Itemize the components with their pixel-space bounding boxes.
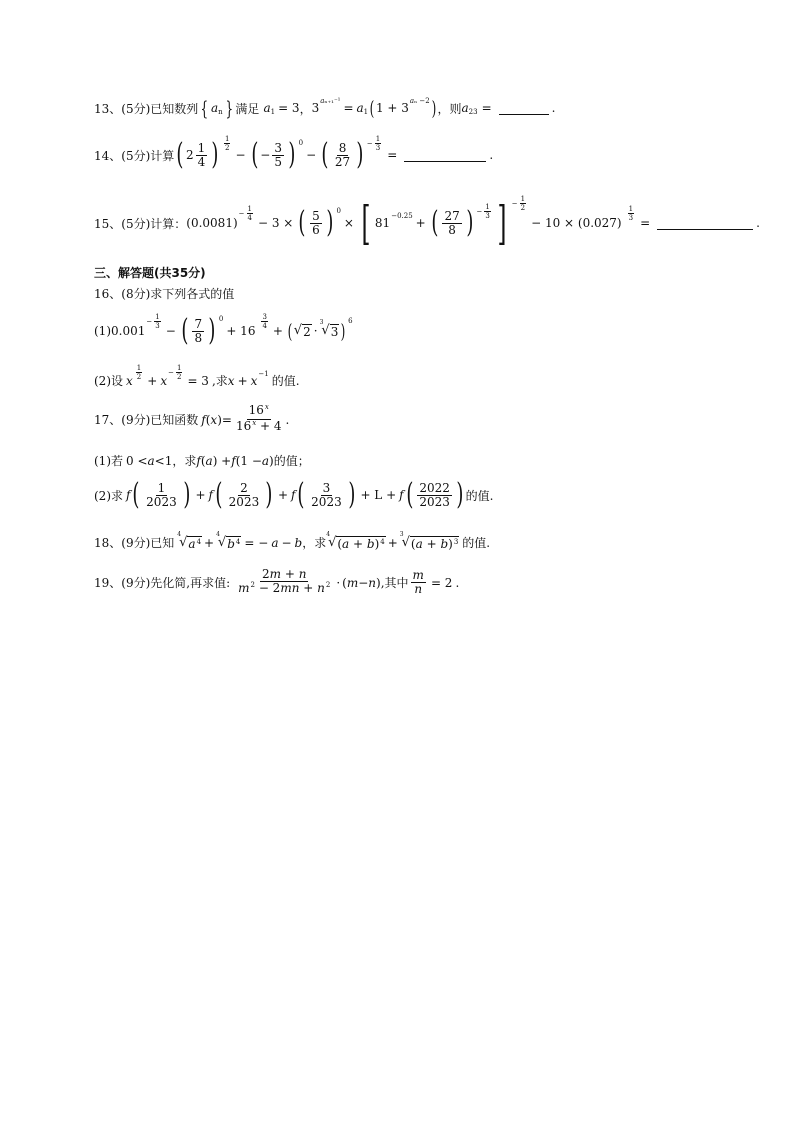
- question-16-part-2: (2)设 x $\frac{1}{2}$ + x − $\frac{1}{2}$ = 3 ,求 x + x −1 的值.: [94, 364, 300, 388]
- question-17-part-1: (1)若 0 < a <1 ，求 f ( a ) + f (1 − a ) 的值；: [94, 453, 310, 468]
- q13-answer-blank[interactable]: [499, 102, 549, 115]
- section-heading: 三、解答题(共35分): [94, 266, 206, 280]
- q15-prefix: 15、(5分)计算：: [94, 216, 187, 231]
- q15-answer-blank[interactable]: [657, 217, 753, 230]
- q13-mid2: ，则: [437, 101, 462, 116]
- question-18: 18、(9分)已知 4 √ $a^4$ + 4 √ $b^4$ = − a − b ，求 4 √ $(a + b)^4$ + 3 √ $(a + b)^3$ 的值.: [94, 530, 491, 551]
- q14-prefix: 14、(5分)计算: [94, 148, 175, 163]
- q13-mid1: 满足: [235, 101, 260, 116]
- q13-prefix: 13、(5分)已知数列: [94, 101, 199, 116]
- question-14: 14、(5分)计算 ( 2 $\frac{1}{4}$ ) $\frac{1}{2}$ − ( − $\frac{3}{5}$ ) 0 − ( $\frac{8}{27}$ ) − $\frac{1}{3}$ = .: [94, 134, 494, 172]
- q13-a1-value: = 3: [278, 101, 300, 115]
- question-16-title: 16、(8分)求下列各式的值: [94, 287, 235, 301]
- q14-answer-blank[interactable]: [404, 149, 486, 162]
- question-13: 13、(5分)已知数列 { a n } 满足 a 1 = 3 ， 3 aₙ₊₁⁻¹ = a 1 ( 1 + 3 aₙ −2 ) ，则 a 23 = .: [94, 96, 556, 120]
- question-17: 17、(9分)已知函数 f ( x )= $\frac{16^x}{16^x + 4}$ .: [94, 403, 290, 433]
- question-16-part-1: (1) 0.001 − $\frac{1}{3}$ − ( $\frac{7}{8}$ ) 0 + 16 $\frac{3}{4}$ + ( √ 2 · 3 √ 3 ) 6: [94, 312, 353, 348]
- question-17-part-2: (2)求 f ( $\frac{1}{2023}$ ) + f ( $\frac{2}{2023}$ ) + f ( $\frac{3}{2023}$ ) + L + f ( $\frac{2022}{2023}$ ) 的值.: [94, 477, 494, 512]
- question-19: 19、(9分)先化简,再求值: $\frac{2m + n}{m^2 - 2mn + n^2}$ · ( m − n ) ,其中 $\frac{m}{n}$ = 2 .: [94, 567, 460, 596]
- question-15: 15、(5分)计算： (0.0081) − $\frac{1}{4}$ − 3 × ( $\frac{5}{6}$ ) 0 × [ 81 −0.25 + ( $\frac{27}{8}$ ) − $\frac{1}{3}$ ] − $\frac{1}{2}$ − 10 × (0.027) $\frac{1}{3}$ = .: [94, 194, 760, 250]
